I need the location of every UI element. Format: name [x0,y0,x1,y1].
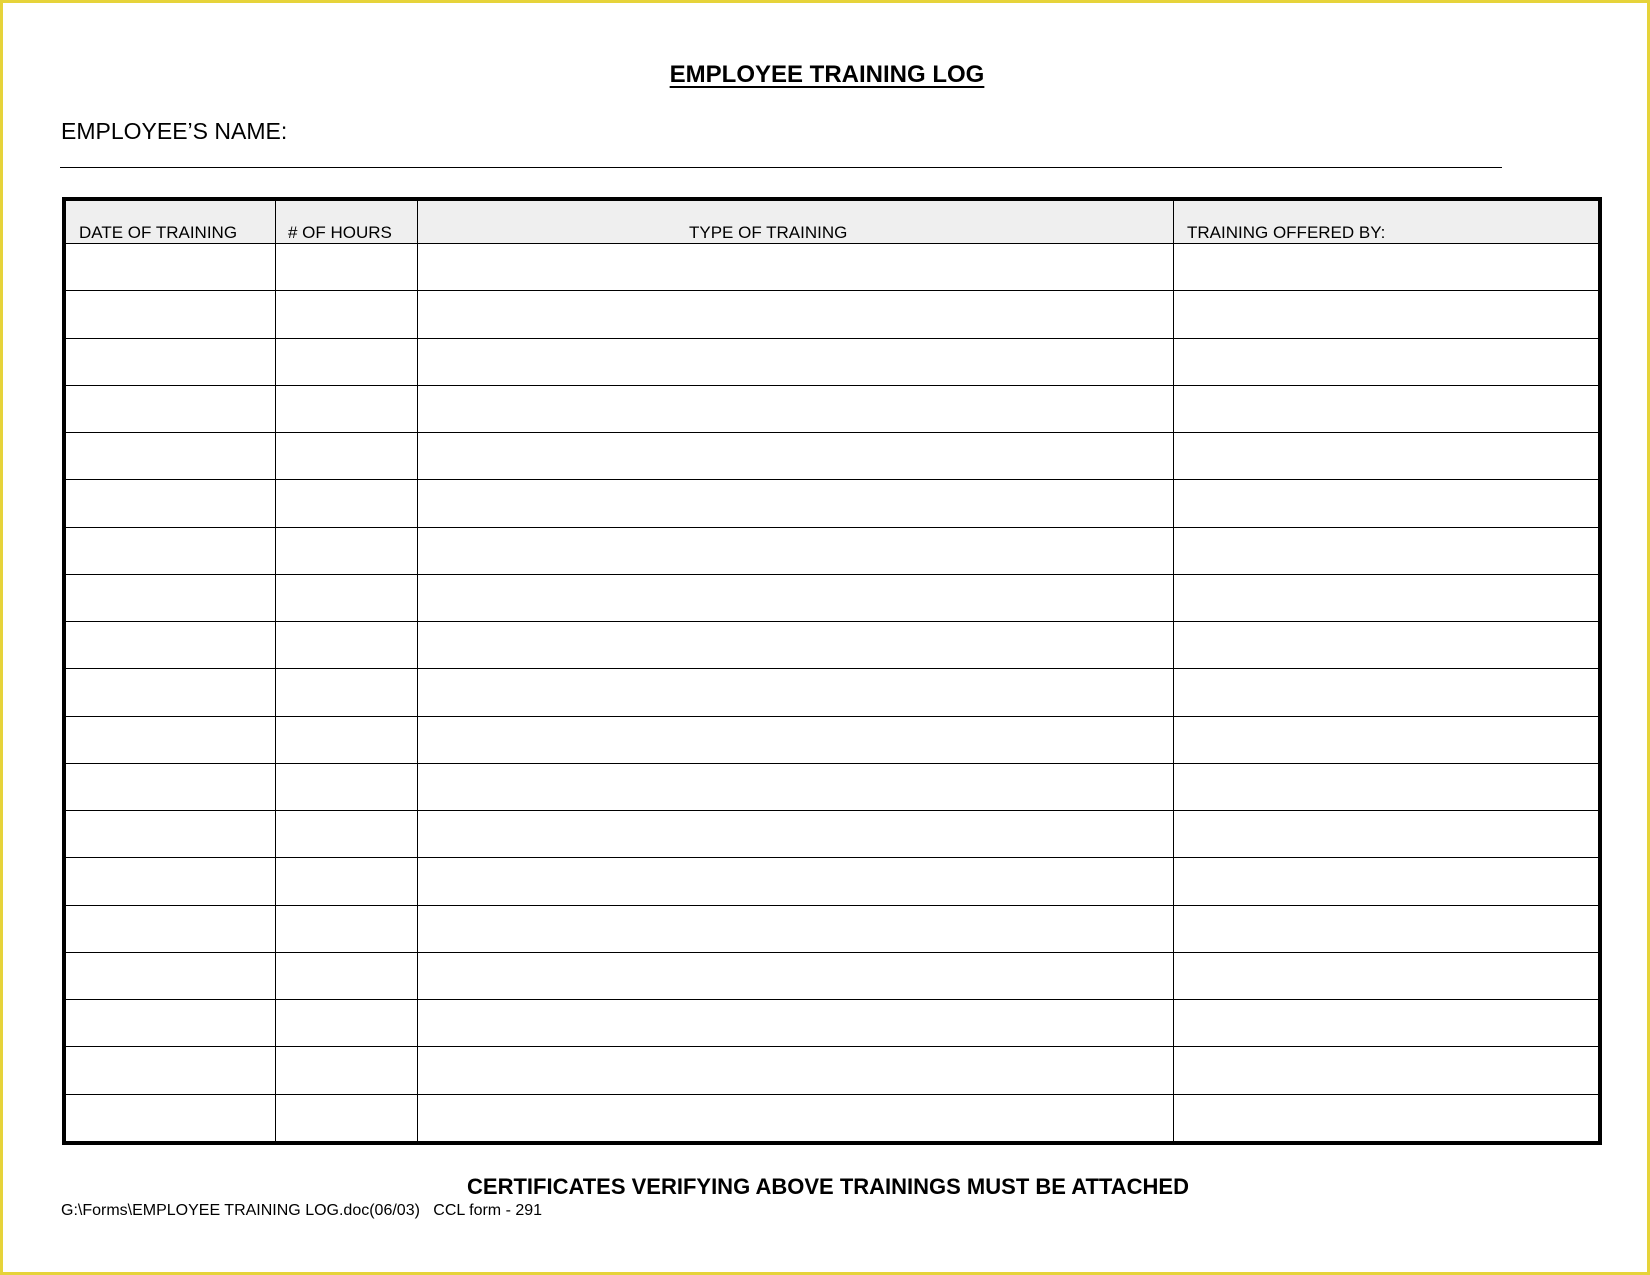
table-row[interactable] [66,1046,1598,1047]
table-row[interactable] [66,763,1598,764]
employee-name-label: EMPLOYEE’S NAME: [61,118,288,144]
table-row[interactable] [66,857,1598,858]
certificate-notice: CERTIFICATES VERIFYING ABOVE TRAININGS MUST BE ATTACHED [467,1174,1189,1199]
column-header-offered-by: TRAINING OFFERED BY: [1187,223,1386,242]
table-row[interactable] [66,527,1598,528]
table-row[interactable] [66,621,1598,622]
employee-name-field[interactable] [60,167,1502,168]
document-title-text: EMPLOYEE TRAINING LOG [669,61,985,88]
document-title [3,61,1650,89]
table-row[interactable] [66,668,1598,669]
table-row[interactable] [66,574,1598,575]
table-row[interactable] [66,1094,1598,1095]
table-row[interactable] [66,479,1598,480]
table-row[interactable] [66,243,1598,244]
training-log-table [62,197,1602,1145]
table-row[interactable] [66,999,1598,1000]
table-row[interactable] [66,905,1598,906]
footer-form-id: CCL form - 291 [433,1202,543,1219]
table-row[interactable] [66,385,1598,386]
table-row[interactable] [66,716,1598,717]
column-header-date: DATE OF TRAINING [79,223,238,242]
column-header-type: TYPE OF TRAINING [689,223,848,242]
footer-text [61,1202,542,1220]
footer-file-path: G:\Forms\EMPLOYEE TRAINING LOG.doc(06/03) [61,1202,420,1219]
column-header-hours: # OF HOURS [288,223,392,242]
table-row[interactable] [66,810,1598,811]
table-row[interactable] [66,952,1598,953]
table-row[interactable] [66,290,1598,291]
table-row[interactable] [66,338,1598,339]
table-row[interactable] [66,432,1598,433]
